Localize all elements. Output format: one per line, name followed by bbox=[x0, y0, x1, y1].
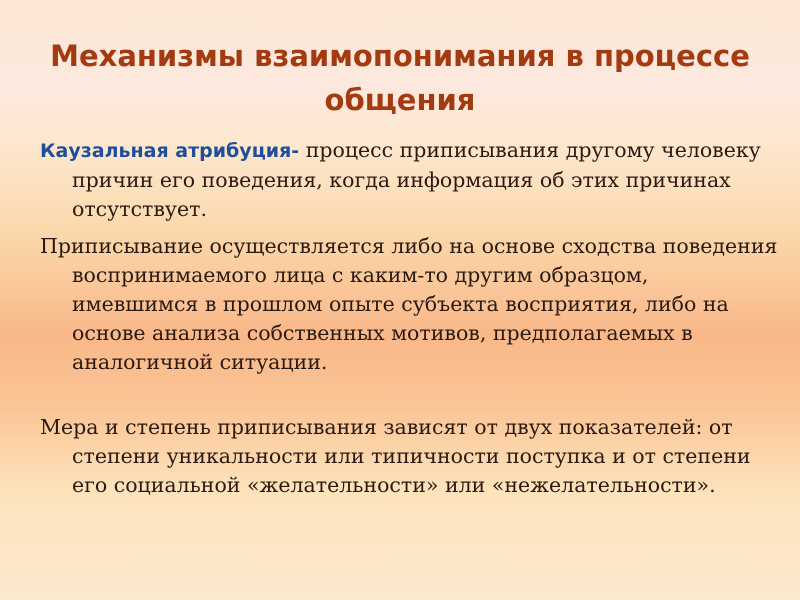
slide-title: Механизмы взаимопонимания в процессе общения bbox=[50, 39, 750, 117]
term-causal-attribution: Каузальная атрибуция- bbox=[40, 140, 300, 162]
paragraph-attribution-basis: Приписывание осуществляется либо на основе сходства поведения воспринимаемого лица с каким-то другим образцом, имевшимся в прошлом опыте субъекта восприятия, либо на основе анализа собственных мотивов, предполагаемых в аналогичной ситуации. bbox=[40, 234, 778, 374]
paragraph-causal-attribution bbox=[40, 136, 780, 224]
slide-body bbox=[40, 136, 780, 508]
definition-text: процесс приписывания другому человеку причин его поведения, когда информация об этих причинах отсутствует. bbox=[72, 138, 761, 221]
paragraph-attribution-degree: Мера и степень приписывания зависят от двух показателей: от степени уникальности или типичности поступка и от степени его социальной «желательности» или «нежелательности». bbox=[40, 415, 751, 497]
